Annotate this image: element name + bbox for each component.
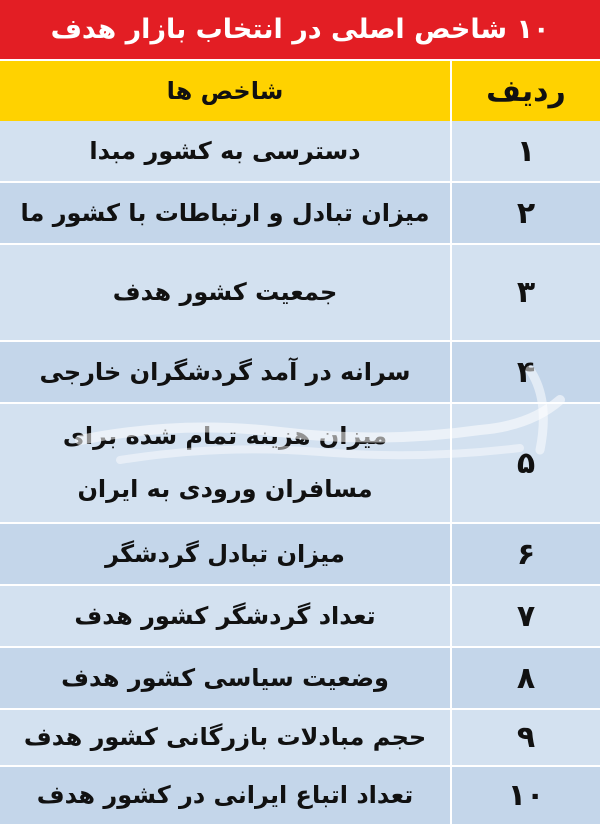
row-divider (0, 243, 600, 245)
table-header (0, 61, 600, 121)
row-indicator: وضعیت سیاسی کشور هدف (61, 663, 389, 692)
row-divider (0, 584, 600, 586)
table-row (0, 648, 600, 708)
table-row (0, 586, 600, 646)
row-number: ۵ (450, 404, 600, 522)
table-row (0, 245, 600, 340)
table-row (0, 183, 600, 243)
row-divider (0, 646, 600, 648)
row-divider (0, 708, 600, 710)
row-divider (0, 402, 600, 404)
row-number: ۶ (450, 524, 600, 584)
row-number: ۴ (450, 342, 600, 402)
table-row (0, 524, 600, 584)
row-indicator: تعداد گردشگر کشور هدف (74, 601, 376, 630)
row-indicator: میزان تبادل و ارتباطات با کشور ما (20, 198, 430, 227)
row-number: ۱۰ (450, 767, 600, 824)
row-divider (0, 340, 600, 342)
row-indicator: حجم مبادلات بازرگانی کشور هدف (23, 723, 427, 752)
row-number: ۷ (450, 586, 600, 646)
row-divider (0, 765, 600, 767)
row-indicator: دسترسی به کشور مبدا (89, 136, 361, 165)
row-indicator: میزان هزینه تمام شده برای مسافران ورودی به ایران (62, 422, 388, 503)
row-number: ۱ (450, 121, 600, 181)
row-number: ۹ (450, 710, 600, 765)
table-title: ۱۰ شاخص اصلی در انتخاب بازار هدف (0, 0, 600, 61)
row-divider (0, 522, 600, 524)
row-indicator: میزان تبادل گردشگر (105, 539, 345, 568)
row-number: ۳ (450, 245, 600, 340)
table-row (0, 342, 600, 402)
row-number: ۸ (450, 648, 600, 708)
table-row (0, 767, 600, 824)
header-indicators: شاخص ها (166, 76, 284, 105)
header-row-number: ردیف (450, 61, 600, 121)
table-row (0, 121, 600, 181)
row-indicator: تعداد اتباع ایرانی در کشور هدف (36, 781, 414, 810)
table-row (0, 404, 600, 522)
table-row (0, 710, 600, 765)
row-number: ۲ (450, 183, 600, 243)
row-divider (0, 181, 600, 183)
row-indicator: سرانه در آمد گردشگران خارجی (39, 357, 411, 386)
row-indicator: جمعیت کشور هدف (112, 278, 338, 307)
